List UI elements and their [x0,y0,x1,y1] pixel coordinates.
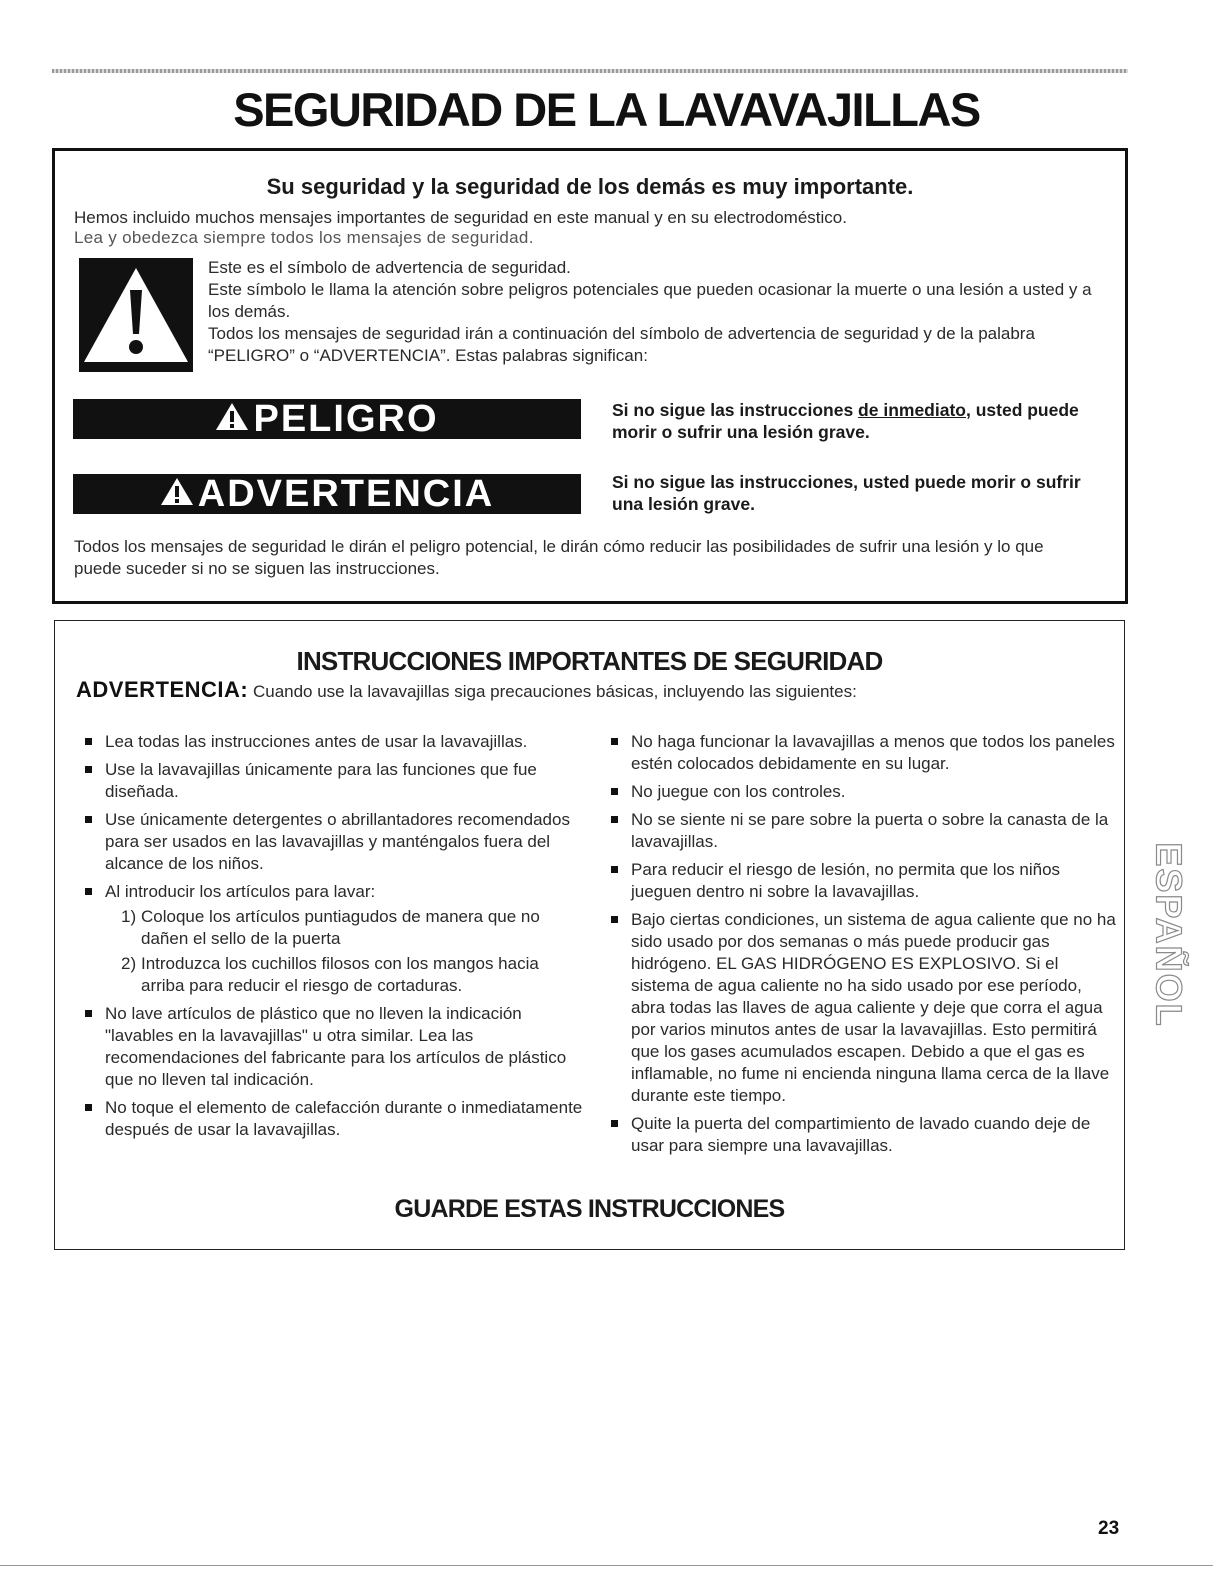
bullet-icon [611,788,618,795]
language-tab-label: ESPAÑOL [1149,842,1191,1028]
safety-notice-box [52,148,1128,604]
sub-item-text: Introduzca los cuchillos filosos con los mangos hacia arriba para reducir el riesgo de cortaduras. [141,954,539,995]
warning-signal-word [73,474,581,514]
list-item [85,759,585,803]
danger-desc-underlined: de inmediato [858,400,966,420]
list-item [85,1097,585,1141]
intro-line-2: Lea y obedezca siempre todos los mensajes de seguridad. [74,228,534,247]
list-item [85,881,585,997]
top-rule [52,69,1128,73]
bottom-rule [0,1565,1213,1566]
warning-description: Si no sigue las instrucciones, usted puede morir o sufrir una lesión grave. [612,472,1081,514]
list-item-text: Para reducir el riesgo de lesión, no permita que los niños jueguen dentro ni sobre la lavavajillas. [631,860,1061,901]
sub-item [105,953,585,997]
bullet-icon [611,866,618,873]
list-item-text: No se siente ni se pare sobre la puerta o sobre la canasta de la lavavajillas. [631,810,1109,851]
sub-item-number: 2) [121,954,137,973]
bullet-icon [611,816,618,823]
list-item [611,859,1116,903]
list-item [611,1113,1116,1157]
danger-signal-word [73,399,581,439]
bullet-icon [85,738,92,745]
page-number: 23 [1098,1518,1120,1539]
list-item-text: Use únicamente detergentes o abrillantadores recomendados para ser usados en las lavavajillas y manténgalos fuera del alcance de los niños. [105,810,570,873]
sub-item-number: 1) [121,907,137,926]
list-item-text: Al introducir los artículos para lavar: [105,882,376,901]
page-title: SEGURIDAD DE LA LAVAVAJILLAS [233,83,980,136]
sub-item-text: Coloque los artículos puntiagudos de manera que no dañen el sello de la puerta [141,907,540,948]
list-item-text: No haga funcionar la lavavajillas a menos que todos los paneles estén colocados debidamente en su lugar. [631,732,1115,773]
bullet-icon [85,1104,92,1111]
list-item-text: No toque el elemento de calefacción durante o inmediatamente después de usar la lavavajillas. [105,1098,583,1139]
intro-line-1: Hemos incluido muchos mensajes importantes de seguridad en este manual y en su electrodoméstico. [74,208,847,227]
language-side-tab [1149,815,1191,1055]
safety-alert-symbol-icon [79,258,193,372]
list-item [85,731,585,753]
symbol-description-3: Todos los mensajes de seguridad irán a continuación del símbolo de advertencia de seguridad y de la palabra “PELIGRO” o “ADVERTENCIA”. Estas palabras significan: [208,324,1035,365]
warning-keyword: ADVERTENCIA: [76,677,249,702]
instructions-heading: INSTRUCCIONES IMPORTANTES DE SEGURIDAD [296,646,883,676]
list-item [611,731,1116,775]
bullet-icon [611,916,618,923]
danger-label: PELIGRO [253,398,439,440]
list-item-text: Use la lavavajillas únicamente para las funciones que fue diseñada. [105,760,537,801]
instructions-box [54,620,1125,1250]
instructions-left-column [85,731,585,1147]
list-item-text: No lave artículos de plástico que no lleven la indicación "lavables en la lavavajillas" u otra similar. Lea las recomendaciones del fabricante para los artículos de plástico que no lleven tal indicación. [105,1004,567,1089]
bullet-icon [611,738,618,745]
warning-label: ADVERTENCIA [197,473,495,515]
instructions-warning [76,678,857,704]
danger-description [612,399,1112,443]
symbol-description-2: Este símbolo le llama la atención sobre peligros potenciales que pueden ocasionar la muerte o una lesión a usted y a los demás. [208,280,1092,321]
safety-box-footer: Todos los mensajes de seguridad le dirán el peligro potencial, le dirán cómo reducir las posibilidades de sufrir una lesión y lo que puede suceder si no se siguen las instrucciones. [74,537,1044,578]
list-item [611,809,1116,853]
bullet-icon [85,816,92,823]
list-item [611,909,1116,1107]
warning-triangle-icon [215,399,249,439]
list-item [85,809,585,875]
sub-item [105,906,585,950]
list-item-text: Lea todas las instrucciones antes de usar la lavavajillas. [105,732,528,751]
list-item-text: Bajo ciertas condiciones, un sistema de agua caliente que no ha sido usado por dos semanas o más puede producir gas hidrógeno. EL GAS HIDRÓGENO ES EXPLOSIVO. Si el sistema de agua caliente no ha sido usado por ese período, abra todas las llaves de agua caliente y deje que corra el agua por varios minutos antes de usar la lavavajillas. Esto permitirá que los gases acumulados escapen. Debido a que el gas es inflamable, no fume ni encienda ninguna llama cerca de la llave durante este tiempo. [631,910,1116,1105]
list-item [85,1003,585,1091]
warning-triangle-icon [160,474,194,514]
bullet-icon [85,1010,92,1017]
safety-box-heading: Su seguridad y la seguridad de los demás es muy importante. [266,174,914,199]
instructions-right-column [611,731,1116,1163]
bullet-icon [85,766,92,773]
warning-text: Cuando use la lavavajillas siga precauciones básicas, incluyendo las siguientes: [248,682,857,701]
list-item-text: Quite la puerta del compartimiento de lavado cuando deje de usar para siempre una lavavajillas. [631,1114,1091,1155]
danger-desc-end: , usted puede morir o sufrir una lesión grave. [612,400,1079,442]
list-item-text: No juegue con los controles. [631,782,846,801]
save-instructions-line: GUARDE ESTAS INSTRUCCIONES [394,1195,785,1223]
bullet-icon [85,888,92,895]
bullet-icon [611,1120,618,1127]
danger-desc-start: Si no sigue las instrucciones [612,400,859,420]
list-item [611,781,1116,803]
symbol-description-1: Este es el símbolo de advertencia de seguridad. [208,258,571,277]
